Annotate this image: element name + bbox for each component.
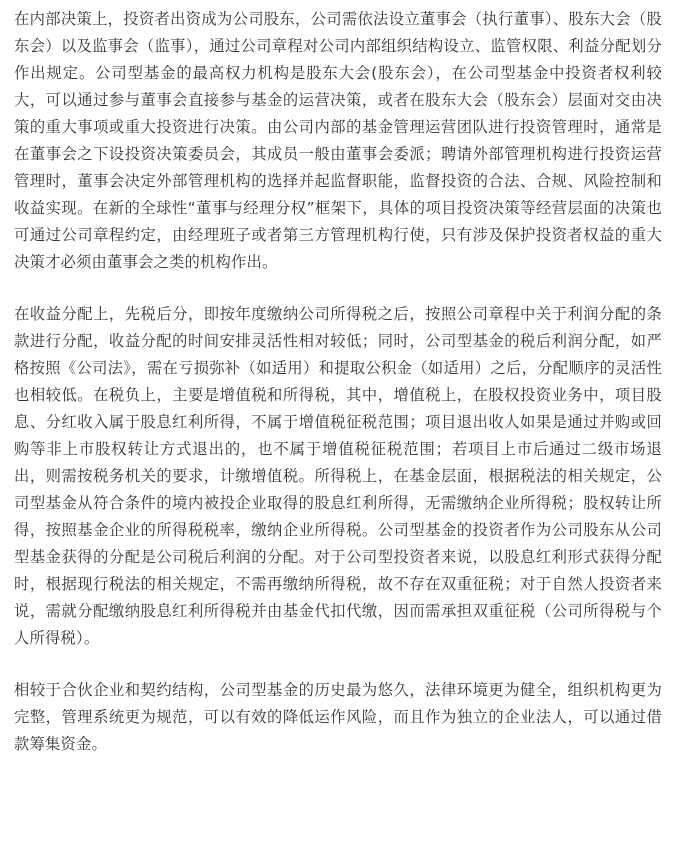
paragraph-comparison: 相较于合伙企业和契约结构，公司型基金的历史最为悠久，法律环境更为健全，组织机构更为完整，管理系统更为规范，可以有效的降低运作风险，而且作为独立的企业法人，可以通过借款筹集资金。 [14, 681, 662, 753]
paragraph-profit-distribution: 在收益分配上，先税后分，即按年度缴纳公司所得税之后，按照公司章程中关于利润分配的条款进行分配，收益分配的时间安排灵活性相对较低；同时，公司型基金的税后利润分配，如严格按照《公司法》，需在亏损弥补（如适用）和提取公积金（如适用）之后，分配顺序的灵活性也相较低。在税负上，主要是增值税和所得税，其中，增值税上，在股权投资业务中，项目股息、分红收入属于股息红利所得，不属于增值税征税范围；项目退出收人如果是通过并购或回购等非上市股权转让方式退出的，也不属于增值税征税范围；若项目上市后通过二级市场退出，则需按税务机关的要求，计缴增值税。所得税上，在基金层面，根据税法的相关规定，公司型基金从符合条件的境内被投企业取得的股息红利所得，无需缴纳企业所得税；股权转让所得，按照基金企业的所得税税率，缴纳企业所得税。公司型基金的投资者作为公司股东从公司型基金获得的分配是公司税后利润的分配。对于公司型投资者来说，以股息红利形式获得分配时，根据现行税法的相关规定，不需再缴纳所得税，故不存在双重征税；对于自然人投资者来说，需就分配缴纳股息红利所得税并由基金代扣代缴，因而需承担双重征税（公司所得税与个人所得税）。 [14, 305, 662, 647]
article-body [14, 6, 662, 758]
paragraph-internal-decision: 在内部决策上，投资者出资成为公司股东，公司需依法设立董事会（执行董事）、股东大会（股东会）以及监事会（监事），通过公司章程对公司内部组织结构设立、监管权限、利益分配划分作出规定。公司型基金的最高权力机构是股东大会(股东会），在公司型基金中投资者权利较大，可以通过参与董事会直接参与基金的运营决策，或者在股东大会（股东会）层面对交由决策的重大事项或重大投资进行决策。由公司内部的基金管理运营团队进行投资管理时，通常是在董事会之下设投资决策委员会，其成员一般由董事会委派；聘请外部管理机构进行投资运营管理时，董事会决定外部管理机构的选择并起监督职能，监督投资的合法、合规、风险控制和收益实现。在新的全球性“董事与经理分权”框架下，具体的项目投资决策等经营层面的决策也可通过公司章程约定，由经理班子或者第三方管理机构行使，只有涉及保护投资者权益的重大决策才必须由董事会之类的机构作出。 [14, 10, 662, 271]
